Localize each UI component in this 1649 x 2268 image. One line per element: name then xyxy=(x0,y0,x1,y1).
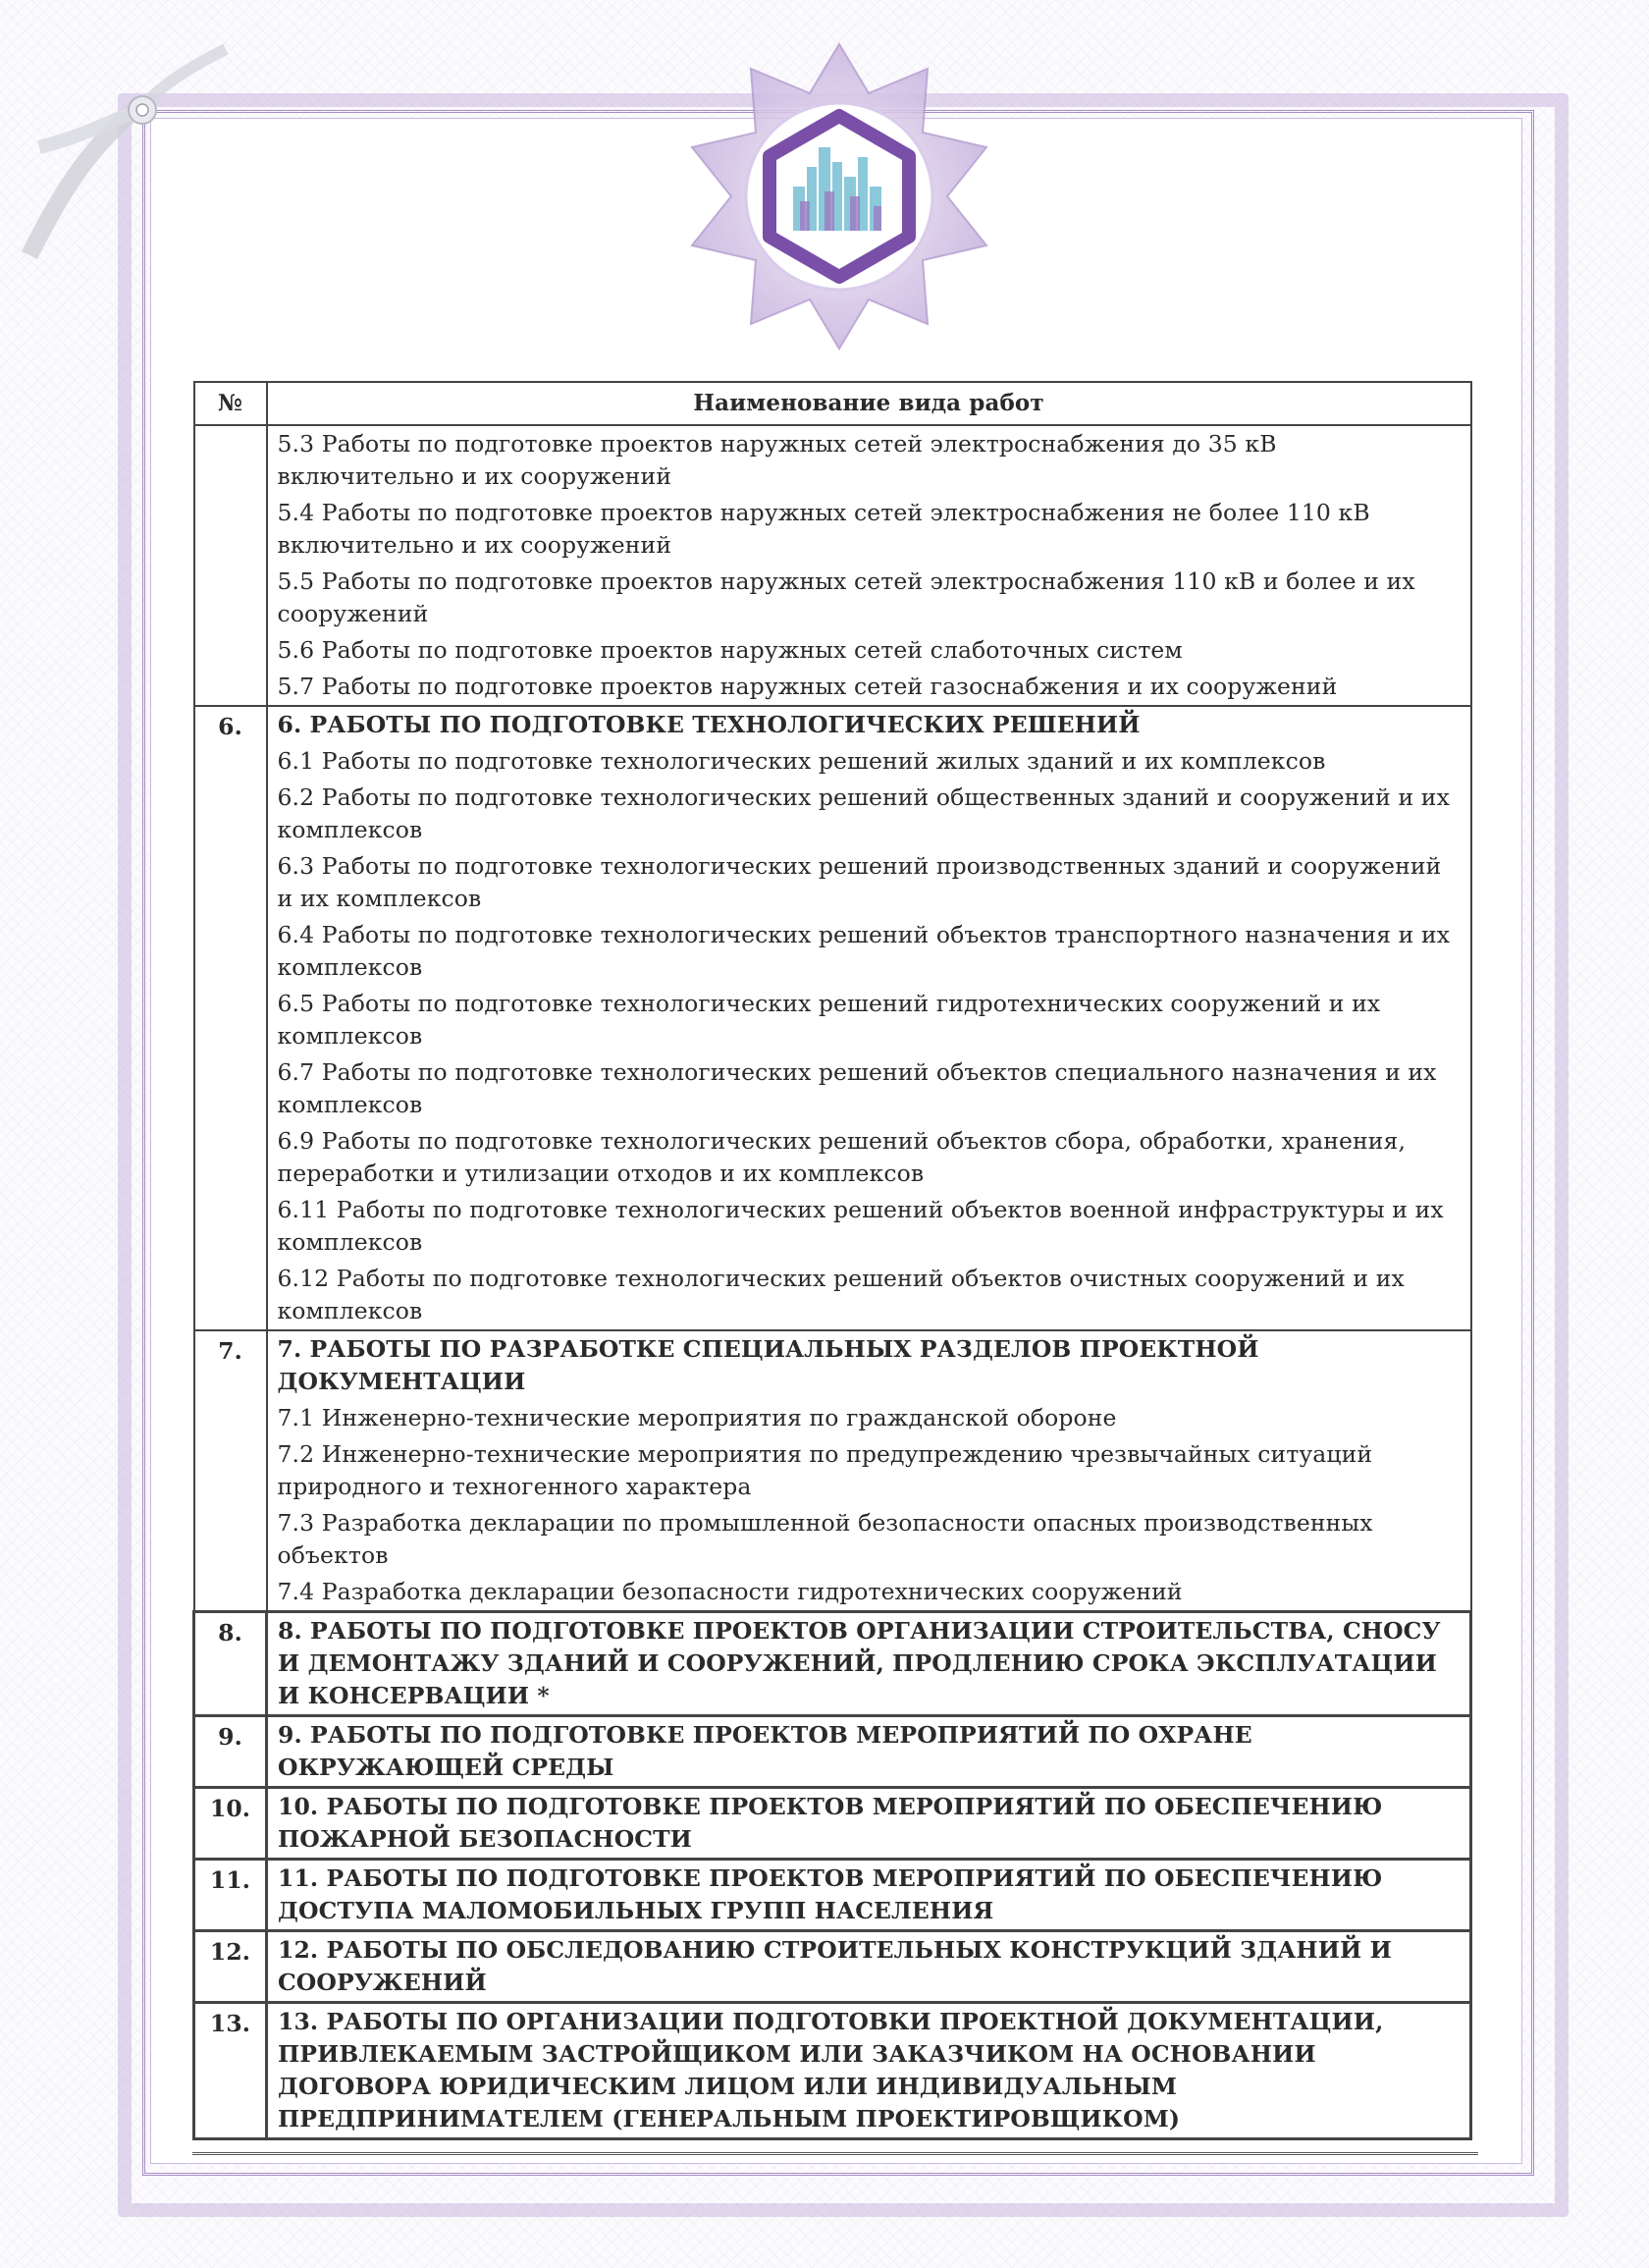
ribbon-seal-icon xyxy=(20,29,236,285)
table-row xyxy=(194,425,1471,706)
row-content xyxy=(267,1931,1471,2003)
row-number: 6. xyxy=(194,706,267,1330)
row-number: 11. xyxy=(194,1860,267,1931)
row-content xyxy=(267,1612,1471,1716)
list-item: 7.4 Разработка декларации безопасности гидротехнических сооружений xyxy=(277,1578,1183,1605)
row-content xyxy=(267,1330,1471,1612)
row-number: 12. xyxy=(194,1931,267,2003)
table-row xyxy=(194,1788,1471,1860)
section-heading: 12. РАБОТЫ ПО ОБСЛЕДОВАНИЮ СТРОИТЕЛЬНЫХ КОНСТРУКЦИЙ ЗДАНИЙ И СООРУЖЕНИЙ xyxy=(278,1936,1392,1996)
row-content xyxy=(267,2003,1471,2139)
row-number: 10. xyxy=(194,1788,267,1860)
table-row xyxy=(194,1860,1471,1931)
row-number: 9. xyxy=(194,1716,267,1788)
row-content xyxy=(267,1788,1471,1860)
table-row xyxy=(194,706,1471,1330)
row-number: 8. xyxy=(194,1612,267,1716)
row-content xyxy=(267,1716,1471,1788)
list-item: 6.9 Работы по подготовке технологических решений объектов сбора, обработки, хранения, переработки и утилизации отходов и их комплексов xyxy=(277,1127,1407,1187)
list-item: 7.1 Инженерно-технические мероприятия по гражданской обороне xyxy=(277,1404,1117,1431)
section-heading: 9. РАБОТЫ ПО ПОДГОТОВКЕ ПРОЕКТОВ МЕРОПРИЯТИЙ ПО ОХРАНЕ ОКРУЖАЮЩЕЙ СРЕДЫ xyxy=(278,1721,1252,1781)
section-heading: 7. РАБОТЫ ПО РАЗРАБОТКЕ СПЕЦИАЛЬНЫХ РАЗДЕЛОВ ПРОЕКТНОЙ ДОКУМЕНТАЦИИ xyxy=(277,1335,1259,1395)
list-item: 5.7 Работы по подготовке проектов наружных сетей газоснабжения и их сооружений xyxy=(277,673,1338,700)
table-header-row xyxy=(194,382,1471,425)
section-heading: 13. РАБОТЫ ПО ОРГАНИЗАЦИИ ПОДГОТОВКИ ПРОЕКТНОЙ ДОКУМЕНТАЦИИ, ПРИВЛЕКАЕМЫМ ЗАСТРОЙЩИКОМ ИЛИ ЗАКАЗЧИКОМ НА ОСНОВАНИИ ДОГОВОРА ЮРИДИЧЕСКИМ ЛИЦОМ ИЛИ ИНДИВИДУАЛЬНЫМ ПРЕДПРИНИМАТЕЛЕМ (ГЕНЕРАЛЬНЫМ ПРОЕКТИРОВЩИКОМ) xyxy=(278,2008,1384,2133)
list-item: 6.1 Работы по подготовке технологических решений жилых зданий и их комплексов xyxy=(277,747,1326,775)
section-heading: 11. РАБОТЫ ПО ПОДГОТОВКЕ ПРОЕКТОВ МЕРОПРИЯТИЙ ПО ОБЕСПЕЧЕНИЮ ДОСТУПА МАЛОМОБИЛЬНЫХ ГРУПП НАСЕЛЕНИЯ xyxy=(278,1864,1383,1924)
table-row xyxy=(194,1330,1471,1612)
list-item: 5.3 Работы по подготовке проектов наружных сетей электроснабжения до 35 кВ включительно и их сооружений xyxy=(277,430,1277,490)
section-heading: 6. РАБОТЫ ПО ПОДГОТОВКЕ ТЕХНОЛОГИЧЕСКИХ РЕШЕНИЙ xyxy=(277,711,1141,738)
list-item: 6.3 Работы по подготовке технологических решений производственных зданий и сооружений и их комплексов xyxy=(277,852,1442,912)
list-item: 7.3 Разработка декларации по промышленной безопасности опасных производственных объектов xyxy=(277,1509,1373,1569)
list-item: 5.4 Работы по подготовке проектов наружных сетей электроснабжения не более 110 кВ включительно и их сооружений xyxy=(277,499,1370,559)
row-number: 13. xyxy=(194,2003,267,2139)
row-content xyxy=(267,425,1471,706)
section-heading: 10. РАБОТЫ ПО ПОДГОТОВКЕ ПРОЕКТОВ МЕРОПРИЯТИЙ ПО ОБЕСПЕЧЕНИЮ ПОЖАРНОЙ БЕЗОПАСНОСТИ xyxy=(278,1793,1383,1853)
list-item: 6.4 Работы по подготовке технологических решений объектов транспортного назначения и их комплексов xyxy=(277,921,1451,981)
list-item: 6.7 Работы по подготовке технологических решений объектов специального назначения и их комплексов xyxy=(277,1058,1437,1118)
row-number: 7. xyxy=(194,1330,267,1612)
list-item: 6.2 Работы по подготовке технологических решений общественных зданий и сооружений и их комплексов xyxy=(277,783,1450,843)
column-header-number: № xyxy=(194,382,267,425)
row-content xyxy=(267,1860,1471,1931)
list-item: 6.5 Работы по подготовке технологических решений гидротехнических сооружений и их комплексов xyxy=(277,990,1381,1050)
table-row xyxy=(194,1931,1471,2003)
list-item: 5.5 Работы по подготовке проектов наружных сетей электроснабжения 110 кВ и более и их сооружений xyxy=(277,567,1415,627)
table-row xyxy=(194,1612,1471,1716)
column-header-name: Наименование вида работ xyxy=(267,382,1471,425)
list-item: 7.2 Инженерно-технические мероприятия по предупреждению чрезвычайных ситуаций природного и техногенного характера xyxy=(277,1440,1373,1500)
works-table xyxy=(192,381,1472,2140)
list-item: 6.12 Работы по подготовке технологических решений объектов очистных сооружений и их комплексов xyxy=(277,1265,1405,1324)
table-row xyxy=(194,2003,1471,2139)
table-row xyxy=(194,1716,1471,1788)
city-skyline-emblem-icon xyxy=(677,39,1001,353)
section-heading: 8. РАБОТЫ ПО ПОДГОТОВКЕ ПРОЕКТОВ ОРГАНИЗАЦИИ СТРОИТЕЛЬСТВА, СНОСУ И ДЕМОНТАЖУ ЗДАНИЙ И СООРУЖЕНИЙ, ПРОДЛЕНИЮ СРОКА ЭКСПЛУАТАЦИИ И КОНСЕРВАЦИИ * xyxy=(278,1617,1441,1709)
row-number xyxy=(194,425,267,706)
row-content xyxy=(267,706,1471,1330)
list-item: 5.6 Работы по подготовке проектов наружных сетей слаботочных систем xyxy=(277,636,1183,664)
list-item: 6.11 Работы по подготовке технологических решений объектов военной инфраструктуры и их комплексов xyxy=(277,1196,1444,1256)
table-bottom-rule xyxy=(192,2152,1478,2155)
